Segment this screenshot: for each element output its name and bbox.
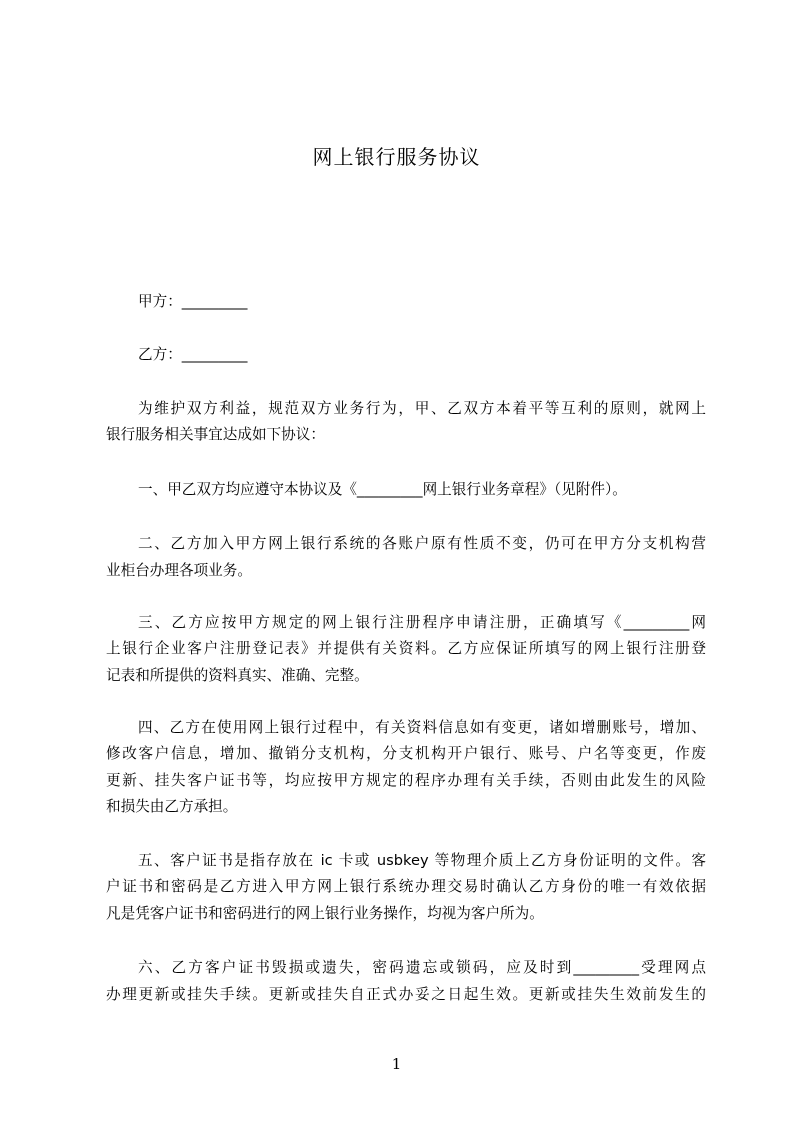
paragraph-line: 凡是凭客户证书和密码进行的网上银行业务操作，均视为客户所为。 xyxy=(106,905,544,922)
paragraph-line: 六、乙方客户证书毁损或遗失，密码遗忘或锁码，应及时到_________受理网点 xyxy=(138,959,706,976)
paragraph-line: 更新、挂失客户证书等，均应按甲方规定的程序办理有关手续，否则由此发生的风险 xyxy=(106,772,706,789)
paragraph-line: 上银行企业客户注册登记表》并提供有关资料。乙方应保证所填写的网上银行注册登 xyxy=(106,640,706,657)
paragraph-line: 三、乙方应按甲方规定的网上银行注册程序申请注册，正确填写《_________网 xyxy=(138,614,706,631)
paragraph-line: 和损失由乙方承担。 xyxy=(106,798,238,815)
paragraph-line: 业柜台办理各项业务。 xyxy=(106,562,252,579)
paragraph-line: 记表和所提供的资料真实、准确、完整。 xyxy=(106,667,369,684)
paragraph-line: 办理更新或挂失手续。更新或挂失自正式办妥之日起生效。更新或挂失生效前发生的 xyxy=(106,986,706,1003)
paragraph-line: 户证书和密码是乙方进入甲方网上银行系统办理交易时确认乙方身份的唯一有效依据 xyxy=(106,878,706,895)
document-title: 网上银行服务协议 xyxy=(312,145,481,169)
party-b-line: 乙方：_________ xyxy=(138,346,248,363)
party-a-line: 甲方：_________ xyxy=(138,293,248,310)
page-number: 1 xyxy=(391,1055,402,1073)
paragraph-line: 修改客户信息，增加、撤销分支机构，分支机构开户银行、账号、户名等变更，作废 xyxy=(106,745,706,762)
paragraph-line: 银行服务相关事宜达成如下协议： xyxy=(106,426,325,443)
paragraph-line: 为维护双方利益，规范双方业务行为，甲、乙双方本着平等互利的原则，就网上 xyxy=(138,400,706,417)
paragraph-line: 五、客户证书是指存放在 ic 卡或 usbkey 等物理介质上乙方身份证明的文件。客 xyxy=(138,852,706,869)
paragraph-line: 二、乙方加入甲方网上银行系统的各账户原有性质不变，仍可在甲方分支机构营 xyxy=(138,535,706,552)
paragraph-line: 四、乙方在使用网上银行过程中，有关资料信息如有变更，诸如增删账号，增加、 xyxy=(138,719,706,736)
paragraph-line: 一、甲乙双方均应遵守本协议及《_________网上银行业务章程》（见附件）。 xyxy=(138,481,627,498)
